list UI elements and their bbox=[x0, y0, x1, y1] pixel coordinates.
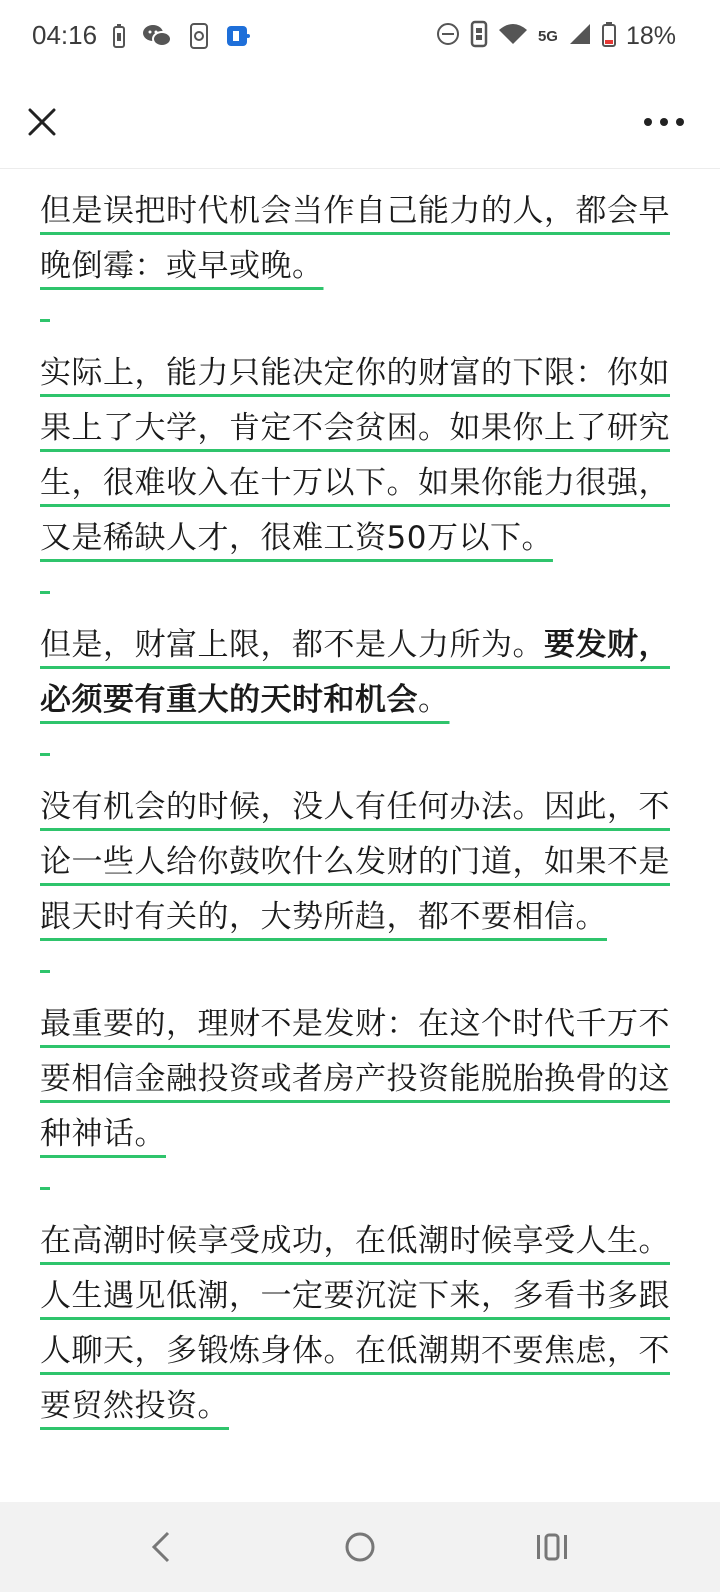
article-paragraph-1: 但是误把时代机会当作自己能力的人，都会早晚倒霉：或早或晚。 bbox=[40, 193, 670, 284]
signal-icon bbox=[568, 22, 592, 50]
status-left-icons bbox=[112, 22, 250, 54]
bold-emphasis: 要发财，必须要有重大的天时和机会 bbox=[40, 627, 670, 718]
close-button[interactable] bbox=[22, 102, 62, 142]
article-paragraph-4: 没有机会的时候，没人有任何办法。因此，不论一些人给你鼓吹什么发财的门道，如果不是跟天时有关的，大势所趋，都不要相信。 bbox=[40, 789, 670, 935]
status-right-icons bbox=[436, 20, 676, 52]
battery-percent: 18% bbox=[625, 21, 676, 50]
more-button[interactable] bbox=[642, 112, 686, 132]
paragraph-divider bbox=[40, 294, 680, 346]
article-paragraph-5: 最重要的，理财不是发财：在这个时代千万不要相信金融投资或者房产投资能脱胎换骨的这种神话。 bbox=[40, 1006, 670, 1152]
wechat-icon bbox=[142, 23, 172, 53]
paragraph-divider bbox=[40, 566, 680, 618]
close-icon bbox=[22, 102, 62, 142]
do-not-disturb-icon bbox=[436, 22, 460, 50]
status-time: 04:16 bbox=[32, 20, 98, 50]
back-button[interactable] bbox=[146, 1530, 176, 1568]
vibrate-icon bbox=[470, 20, 488, 52]
phone-sync-icon bbox=[188, 22, 210, 54]
recents-icon bbox=[535, 1532, 569, 1562]
back-icon bbox=[146, 1530, 176, 1564]
home-icon bbox=[343, 1530, 377, 1564]
app-notification-icon bbox=[226, 24, 250, 52]
wifi-icon bbox=[498, 22, 528, 50]
article-paragraph-2: 实际上，能力只能决定你的财富的下限：你如果上了大学，肯定不会贫困。如果你上了研究生，很难收入在十万以下。如果你能力很强，又是稀缺人才，很难工资50万以下。 bbox=[40, 355, 670, 556]
article-content bbox=[40, 168, 680, 1500]
system-nav-bar bbox=[0, 1502, 720, 1592]
home-button[interactable] bbox=[343, 1530, 377, 1568]
battery-saver-icon bbox=[112, 23, 126, 53]
article-paragraph-6: 在高潮时候享受成功，在低潮时候享受人生。人生遇见低潮，一定要沉淀下来，多看书多跟人聊天，多锻炼身体。在低潮期不要焦虑，不要贸然投资。 bbox=[40, 1223, 670, 1424]
paragraph-divider bbox=[40, 728, 680, 780]
paragraph-divider bbox=[40, 945, 680, 997]
recents-button[interactable] bbox=[535, 1532, 569, 1566]
nav-bar bbox=[0, 76, 720, 169]
paragraph-divider bbox=[40, 1162, 680, 1214]
article-paragraph-3: 但是，财富上限，都不是人力所为。要发财，必须要有重大的天时和机会。 bbox=[40, 627, 670, 718]
more-icon bbox=[642, 112, 686, 132]
status-bar bbox=[0, 0, 720, 76]
battery-icon bbox=[602, 21, 616, 51]
network-type: 5G bbox=[537, 27, 558, 45]
